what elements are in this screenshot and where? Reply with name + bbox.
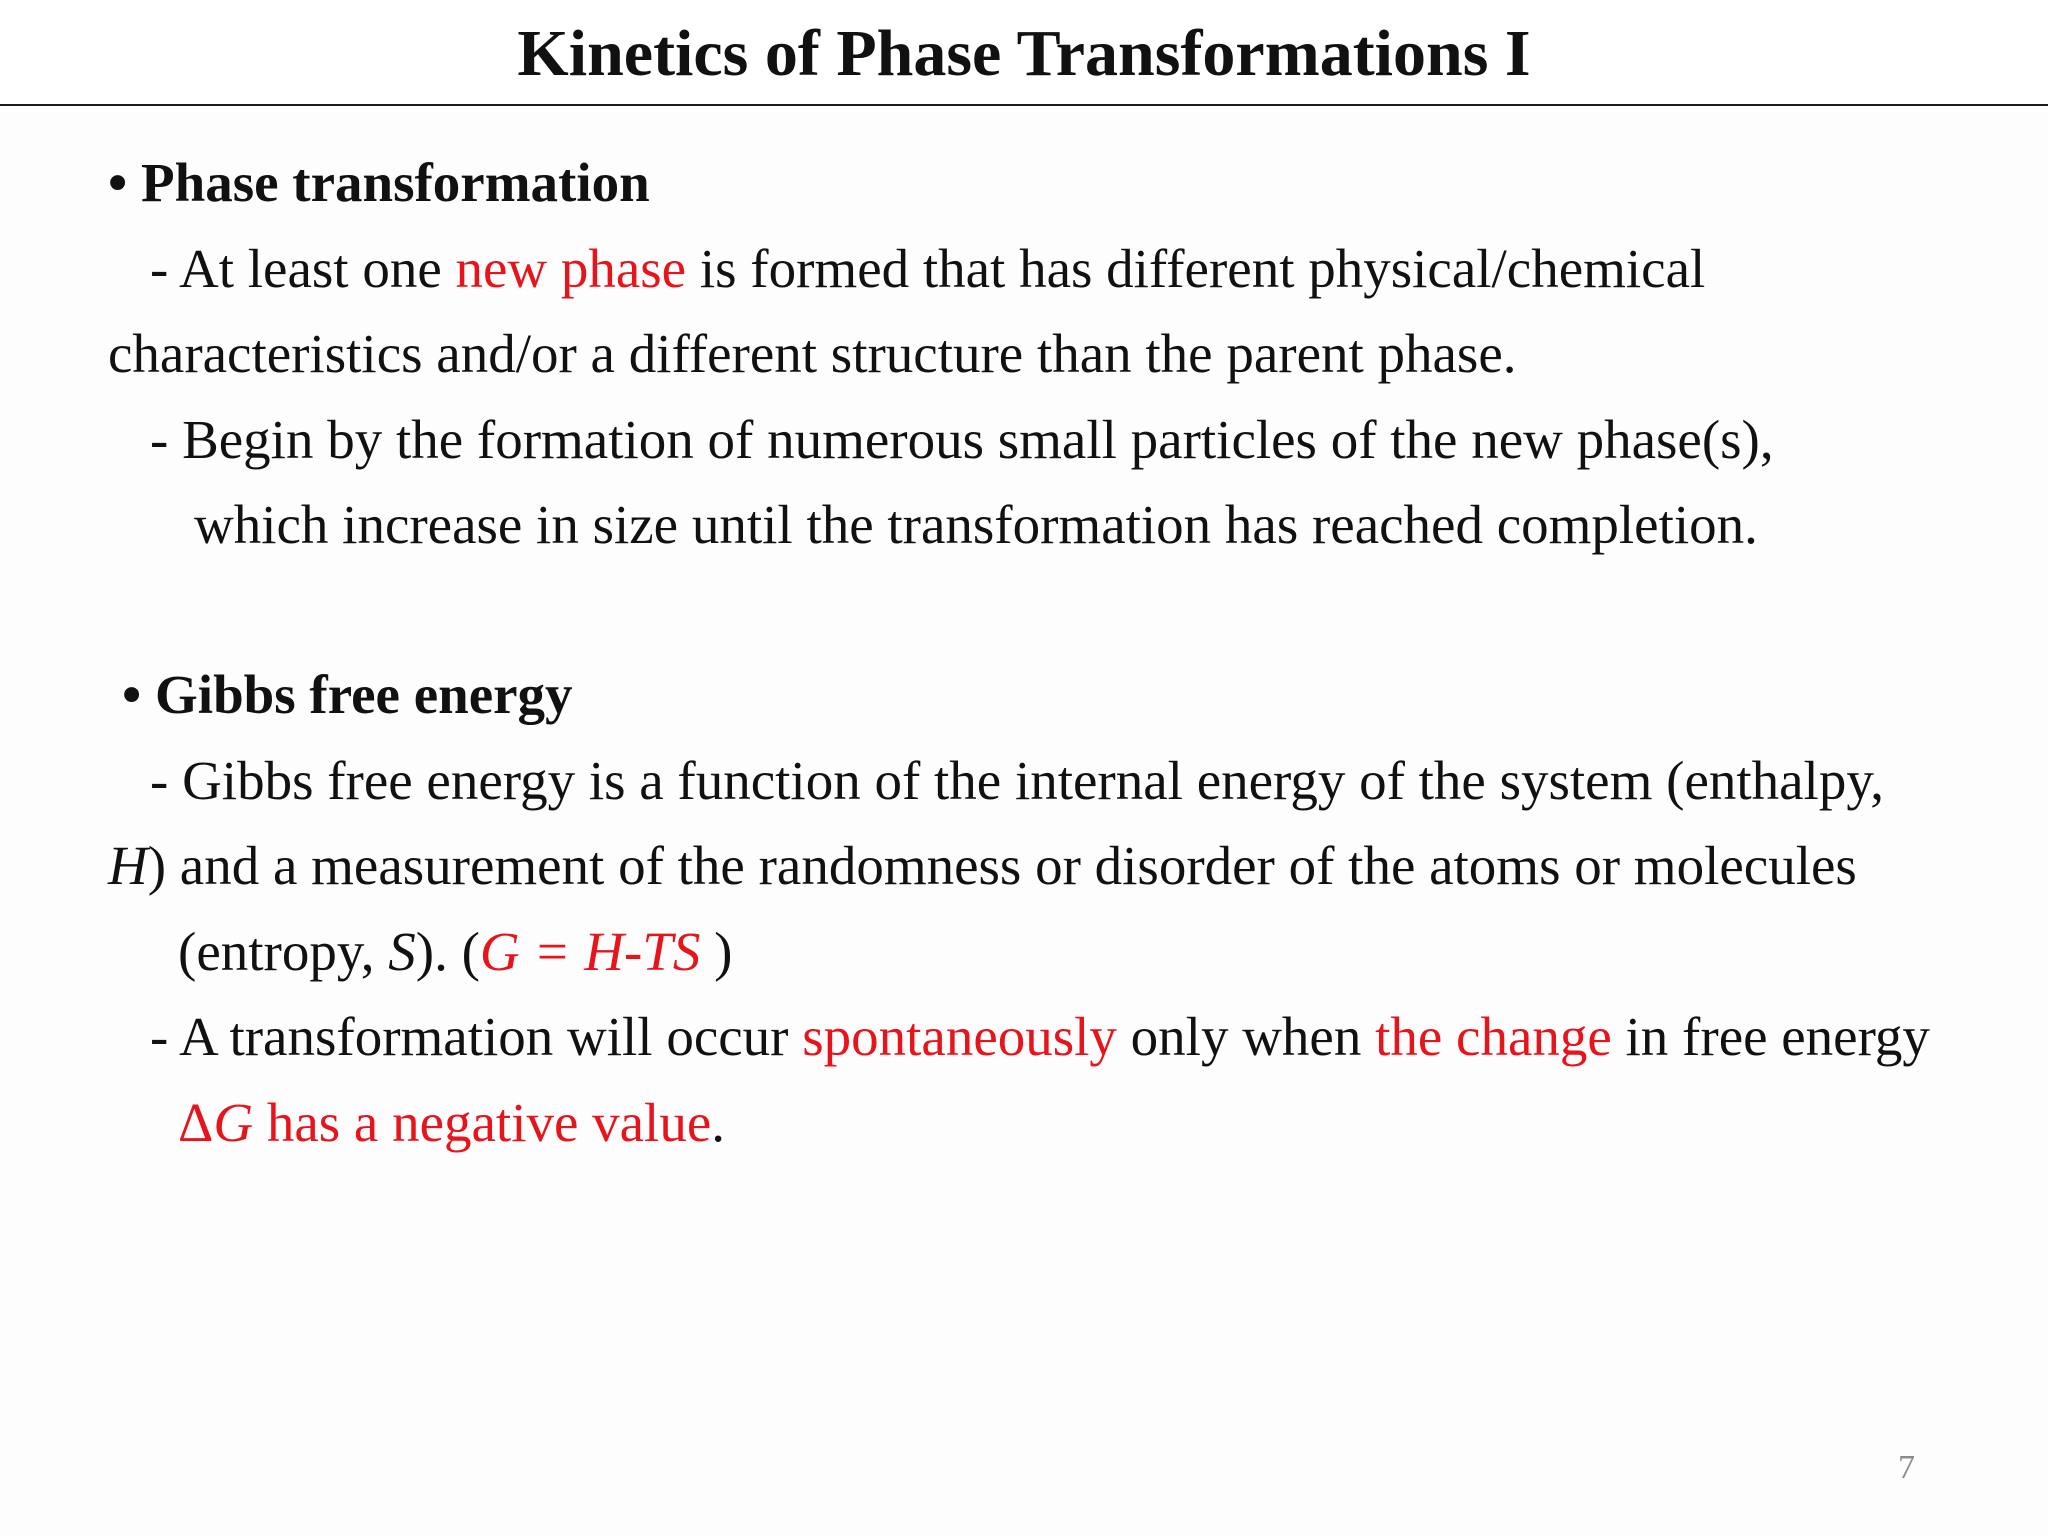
text-span: ). (: [415, 921, 480, 982]
bullet-icon: •: [108, 152, 128, 213]
paragraph-line: [108, 831, 1857, 901]
bullet-icon: •: [122, 664, 142, 725]
symbol-enthalpy: H: [108, 835, 148, 896]
symbol-entropy: S: [388, 921, 416, 982]
paragraph-line: - Begin by the formation of numerous small particles of the new phase(s),: [150, 409, 1774, 470]
highlight-new-phase: new phase: [455, 238, 687, 299]
highlight-the-change: the change: [1375, 1006, 1612, 1067]
text-span: ) and a measurement of the randomness or disorder of the atoms or molecules: [147, 835, 1857, 896]
highlight-negative-value: has a negative value: [253, 1092, 712, 1153]
section-heading-gibbs-free-energy: [122, 660, 573, 730]
text-span: in free energy: [1611, 1006, 1930, 1067]
section-heading-phase-transformation: [108, 148, 650, 218]
gibbs-formula: G = H-TS: [479, 921, 701, 982]
paragraph-line: - Gibbs free energy is a function of the internal energy of the system (enthalpy,: [150, 750, 1885, 811]
paragraph-line: [150, 1002, 1930, 1072]
text-span: - A transformation will occur: [150, 1006, 803, 1067]
text-span: is formed that has different physical/chemical: [686, 238, 1706, 299]
paragraph-line: [178, 917, 732, 987]
symbol-g: G: [213, 1092, 254, 1153]
heading-text: Phase transformation: [141, 152, 650, 213]
delta-symbol: Δ: [178, 1092, 214, 1153]
heading-text: Gibbs free energy: [155, 664, 573, 725]
paragraph-line: [150, 234, 1705, 304]
paragraph-line: characteristics and/or a different structure than the parent phase.: [108, 323, 1517, 384]
text-span: (entropy,: [178, 921, 389, 982]
slide-title: Kinetics of Phase Transformations I: [517, 17, 1531, 90]
text-span: - At least one: [150, 238, 456, 299]
highlight-spontaneously: spontaneously: [802, 1006, 1117, 1067]
paragraph-line: which increase in size until the transformation has reached completion.: [194, 494, 1758, 555]
paragraph-line: [178, 1088, 725, 1158]
page-number: 7: [1898, 1449, 1915, 1486]
text-span: ): [700, 921, 733, 982]
text-span: .: [711, 1092, 725, 1153]
title-bar: [0, 0, 2048, 106]
text-span: only when: [1116, 1006, 1376, 1067]
